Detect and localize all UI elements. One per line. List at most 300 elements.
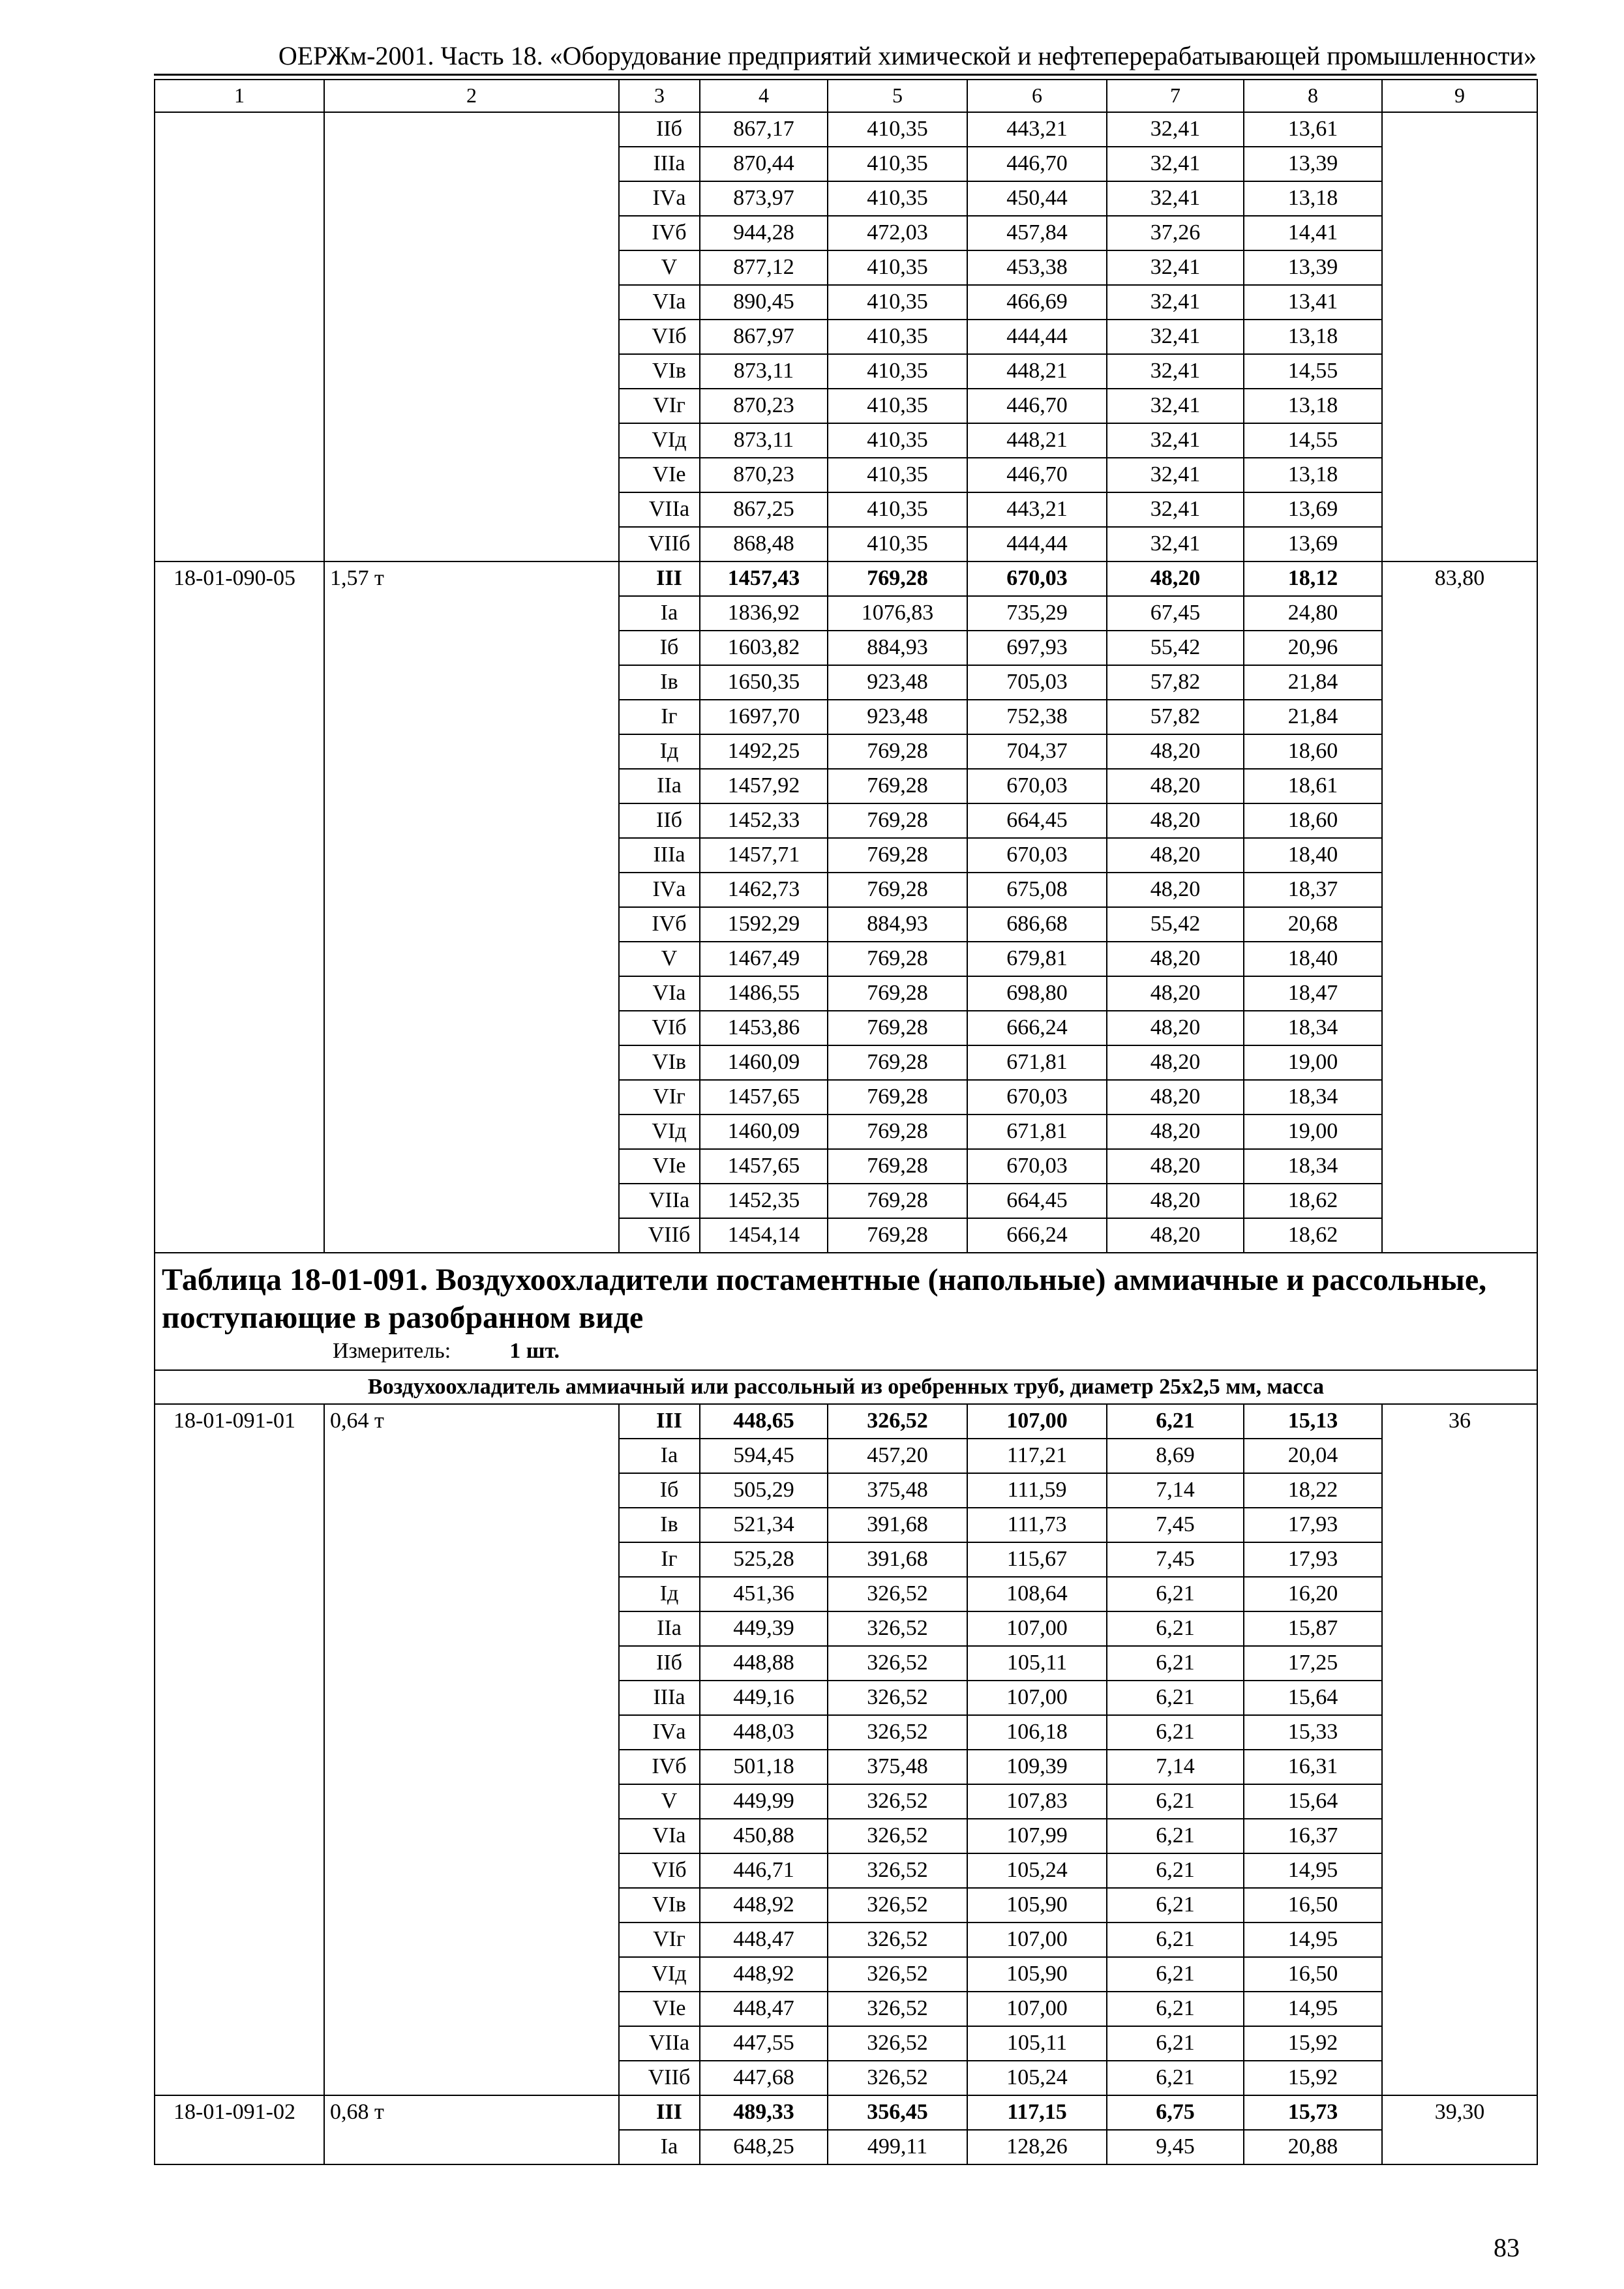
value-c5: 769,28 bbox=[828, 803, 967, 838]
value-c7: 57,82 bbox=[1107, 700, 1244, 734]
value-c8: 21,84 bbox=[1244, 700, 1382, 734]
value-c6: 670,03 bbox=[967, 1149, 1107, 1184]
column-number: 6 bbox=[967, 80, 1107, 112]
value-c5: 326,52 bbox=[828, 1681, 967, 1715]
value-c4: 449,99 bbox=[700, 1784, 828, 1819]
value-c7: 55,42 bbox=[1107, 907, 1244, 942]
rate-zone: Iа bbox=[619, 596, 700, 631]
value-c6: 450,44 bbox=[967, 181, 1107, 216]
value-c8: 19,00 bbox=[1244, 1045, 1382, 1080]
value-c8: 17,93 bbox=[1244, 1542, 1382, 1577]
rate-zone: V bbox=[619, 1784, 700, 1819]
value-c8: 16,20 bbox=[1244, 1577, 1382, 1611]
value-c4: 489,33 bbox=[700, 2095, 828, 2130]
rate-zone: IIб bbox=[619, 112, 700, 147]
value-c7: 6,21 bbox=[1107, 1888, 1244, 1922]
value-c8: 18,60 bbox=[1244, 803, 1382, 838]
value-c5: 769,28 bbox=[828, 1184, 967, 1218]
value-c4: 873,97 bbox=[700, 181, 828, 216]
rate-row bbox=[155, 561, 1537, 596]
value-c6: 107,00 bbox=[967, 1992, 1107, 2026]
value-c6: 698,80 bbox=[967, 976, 1107, 1011]
page-number: 83 bbox=[1494, 2233, 1520, 2262]
rate-zone: IVб bbox=[619, 216, 700, 250]
value-c4: 1460,09 bbox=[700, 1045, 828, 1080]
value-c4: 448,92 bbox=[700, 1888, 828, 1922]
value-c4: 1836,92 bbox=[700, 596, 828, 631]
value-c6: 735,29 bbox=[967, 596, 1107, 631]
value-c5: 472,03 bbox=[828, 216, 967, 250]
value-c4: 1454,14 bbox=[700, 1218, 828, 1253]
value-c7: 6,21 bbox=[1107, 1819, 1244, 1853]
rate-zone: III bbox=[619, 1404, 700, 1439]
value-c4: 1467,49 bbox=[700, 942, 828, 976]
rate-zone: VIб bbox=[619, 1853, 700, 1888]
value-c4: 1592,29 bbox=[700, 907, 828, 942]
value-c8: 18,62 bbox=[1244, 1218, 1382, 1253]
value-c4: 944,28 bbox=[700, 216, 828, 250]
value-c6: 105,90 bbox=[967, 1888, 1107, 1922]
value-c5: 326,52 bbox=[828, 1715, 967, 1750]
value-c4: 446,71 bbox=[700, 1853, 828, 1888]
value-c5: 326,52 bbox=[828, 2061, 967, 2095]
value-c6: 666,24 bbox=[967, 1218, 1107, 1253]
value-c7: 48,20 bbox=[1107, 1011, 1244, 1045]
rate-zone: III bbox=[619, 561, 700, 596]
rate-zone: VIIа bbox=[619, 1184, 700, 1218]
rate-zone: IIIа bbox=[619, 1681, 700, 1715]
value-c6: 107,00 bbox=[967, 1611, 1107, 1646]
value-c5: 326,52 bbox=[828, 1992, 967, 2026]
value-c6: 446,70 bbox=[967, 147, 1107, 181]
value-c8: 14,95 bbox=[1244, 1853, 1382, 1888]
value-c4: 1460,09 bbox=[700, 1115, 828, 1149]
value-c7: 32,41 bbox=[1107, 112, 1244, 147]
rate-zone: VIIб bbox=[619, 2061, 700, 2095]
value-c5: 410,35 bbox=[828, 147, 967, 181]
value-c8: 13,41 bbox=[1244, 285, 1382, 320]
rate-zone: Iб bbox=[619, 1473, 700, 1508]
rate-zone: IIIа bbox=[619, 147, 700, 181]
value-c8: 16,37 bbox=[1244, 1819, 1382, 1853]
value-c6: 117,15 bbox=[967, 2095, 1107, 2130]
value-c8: 14,41 bbox=[1244, 216, 1382, 250]
value-c7: 48,20 bbox=[1107, 1115, 1244, 1149]
value-c4: 870,44 bbox=[700, 147, 828, 181]
value-c5: 499,11 bbox=[828, 2130, 967, 2164]
value-c7: 7,14 bbox=[1107, 1473, 1244, 1508]
rate-zone: IVб bbox=[619, 907, 700, 942]
value-c4: 521,34 bbox=[700, 1508, 828, 1542]
value-c7: 7,45 bbox=[1107, 1542, 1244, 1577]
value-c7: 6,21 bbox=[1107, 1681, 1244, 1715]
value-c5: 410,35 bbox=[828, 250, 967, 285]
value-c4: 890,45 bbox=[700, 285, 828, 320]
value-c5: 769,28 bbox=[828, 1149, 967, 1184]
value-c7: 48,20 bbox=[1107, 976, 1244, 1011]
value-c4: 868,48 bbox=[700, 527, 828, 561]
value-c4: 1457,92 bbox=[700, 769, 828, 803]
rate-zone: V bbox=[619, 250, 700, 285]
value-c4: 448,03 bbox=[700, 1715, 828, 1750]
rate-zone: IVа bbox=[619, 1715, 700, 1750]
value-c5: 410,35 bbox=[828, 181, 967, 216]
value-c8: 20,04 bbox=[1244, 1439, 1382, 1473]
value-c5: 326,52 bbox=[828, 1646, 967, 1681]
value-c4: 873,11 bbox=[700, 354, 828, 389]
value-c8: 18,40 bbox=[1244, 942, 1382, 976]
rate-zone: VIд bbox=[619, 423, 700, 458]
value-c4: 1453,86 bbox=[700, 1011, 828, 1045]
value-c4: 870,23 bbox=[700, 389, 828, 423]
rate-zone: Iа bbox=[619, 1439, 700, 1473]
value-c5: 769,28 bbox=[828, 734, 967, 769]
value-c4: 870,23 bbox=[700, 458, 828, 492]
value-c4: 1650,35 bbox=[700, 665, 828, 700]
value-c8: 15,64 bbox=[1244, 1784, 1382, 1819]
value-c5: 375,48 bbox=[828, 1750, 967, 1784]
value-c5: 769,28 bbox=[828, 1115, 967, 1149]
value-c5: 769,28 bbox=[828, 1011, 967, 1045]
value-c5: 769,28 bbox=[828, 1080, 967, 1115]
value-c6: 105,24 bbox=[967, 2061, 1107, 2095]
value-c6: 686,68 bbox=[967, 907, 1107, 942]
value-c4: 448,88 bbox=[700, 1646, 828, 1681]
value-c8: 18,60 bbox=[1244, 734, 1382, 769]
value-c6: 111,73 bbox=[967, 1508, 1107, 1542]
value-c6: 107,00 bbox=[967, 1922, 1107, 1957]
rate-zone: VIв bbox=[619, 354, 700, 389]
rate-zone: IIа bbox=[619, 1611, 700, 1646]
value-c6: 443,21 bbox=[967, 492, 1107, 527]
value-c5: 410,35 bbox=[828, 285, 967, 320]
value-c4: 873,11 bbox=[700, 423, 828, 458]
item-code: 18-01-091-02 bbox=[155, 2095, 324, 2164]
value-c7: 6,21 bbox=[1107, 1611, 1244, 1646]
value-c6: 448,21 bbox=[967, 423, 1107, 458]
value-c6: 664,45 bbox=[967, 803, 1107, 838]
group-description: Воздухоохладитель аммиачный или рассольный из оребренных труб, диаметр 25х2,5 мм, масса bbox=[155, 1370, 1537, 1404]
value-c8: 16,50 bbox=[1244, 1957, 1382, 1992]
rate-zone: Iв bbox=[619, 1508, 700, 1542]
rates-table bbox=[154, 79, 1538, 2165]
rate-zone: VIа bbox=[619, 976, 700, 1011]
value-c6: 466,69 bbox=[967, 285, 1107, 320]
value-c8: 13,39 bbox=[1244, 147, 1382, 181]
value-c4: 648,25 bbox=[700, 2130, 828, 2164]
rate-zone: VIе bbox=[619, 1992, 700, 2026]
rate-zone: VIг bbox=[619, 1080, 700, 1115]
value-c4: 1457,71 bbox=[700, 838, 828, 873]
column-number: 3 bbox=[619, 80, 700, 112]
value-c8: 18,47 bbox=[1244, 976, 1382, 1011]
value-c6: 446,70 bbox=[967, 458, 1107, 492]
value-c7: 6,21 bbox=[1107, 1992, 1244, 2026]
value-c5: 375,48 bbox=[828, 1473, 967, 1508]
item-code: 18-01-091-01 bbox=[155, 1404, 324, 2095]
value-c6: 105,11 bbox=[967, 2026, 1107, 2061]
value-c5: 391,68 bbox=[828, 1508, 967, 1542]
value-c8: 16,50 bbox=[1244, 1888, 1382, 1922]
value-c5: 769,28 bbox=[828, 1045, 967, 1080]
value-c7: 6,21 bbox=[1107, 2061, 1244, 2095]
rate-zone: VIIа bbox=[619, 492, 700, 527]
value-c7: 48,20 bbox=[1107, 1184, 1244, 1218]
value-c8: 18,34 bbox=[1244, 1149, 1382, 1184]
column-number: 1 bbox=[155, 80, 324, 112]
value-c6: 105,11 bbox=[967, 1646, 1107, 1681]
rate-zone: VIг bbox=[619, 389, 700, 423]
value-c4: 1452,35 bbox=[700, 1184, 828, 1218]
value-c8: 18,37 bbox=[1244, 873, 1382, 907]
value-c4: 1457,65 bbox=[700, 1080, 828, 1115]
rate-zone: IVа bbox=[619, 181, 700, 216]
value-c4: 1492,25 bbox=[700, 734, 828, 769]
column-number: 7 bbox=[1107, 80, 1244, 112]
value-c5: 326,52 bbox=[828, 1819, 967, 1853]
value-c8: 18,34 bbox=[1244, 1080, 1382, 1115]
value-c8: 13,69 bbox=[1244, 527, 1382, 561]
item-name: 0,64 т bbox=[324, 1404, 619, 2095]
value-c7: 55,42 bbox=[1107, 631, 1244, 665]
value-c5: 769,28 bbox=[828, 873, 967, 907]
value-c7: 32,41 bbox=[1107, 320, 1244, 354]
value-c5: 769,28 bbox=[828, 1218, 967, 1253]
value-c4: 867,97 bbox=[700, 320, 828, 354]
value-c8: 20,96 bbox=[1244, 631, 1382, 665]
unit-line bbox=[162, 1337, 1530, 1366]
value-c6: 107,00 bbox=[967, 1404, 1107, 1439]
rate-row bbox=[155, 112, 1537, 147]
rate-zone: VIа bbox=[619, 1819, 700, 1853]
value-c5: 326,52 bbox=[828, 1784, 967, 1819]
value-c8: 15,92 bbox=[1244, 2026, 1382, 2061]
value-c7: 32,41 bbox=[1107, 285, 1244, 320]
value-c4: 451,36 bbox=[700, 1577, 828, 1611]
item-name: 0,68 т bbox=[324, 2095, 619, 2164]
column-number: 5 bbox=[828, 80, 967, 112]
column-number: 2 bbox=[324, 80, 619, 112]
value-c4: 1462,73 bbox=[700, 873, 828, 907]
item-name: 1,57 т bbox=[324, 561, 619, 1253]
value-c5: 391,68 bbox=[828, 1542, 967, 1577]
value-c7: 37,26 bbox=[1107, 216, 1244, 250]
value-c8: 15,92 bbox=[1244, 2061, 1382, 2095]
rate-zone: VIа bbox=[619, 285, 700, 320]
value-c7: 32,41 bbox=[1107, 458, 1244, 492]
value-c7: 32,41 bbox=[1107, 389, 1244, 423]
value-c5: 410,35 bbox=[828, 112, 967, 147]
value-c7: 32,41 bbox=[1107, 147, 1244, 181]
value-c8: 24,80 bbox=[1244, 596, 1382, 631]
value-c8: 14,55 bbox=[1244, 423, 1382, 458]
item-mass: 36 bbox=[1382, 1404, 1537, 2095]
value-c7: 6,21 bbox=[1107, 1853, 1244, 1888]
rate-zone: III bbox=[619, 2095, 700, 2130]
value-c8: 18,12 bbox=[1244, 561, 1382, 596]
value-c6: 670,03 bbox=[967, 769, 1107, 803]
value-c6: 670,03 bbox=[967, 838, 1107, 873]
value-c5: 410,35 bbox=[828, 492, 967, 527]
value-c4: 1452,33 bbox=[700, 803, 828, 838]
rate-zone: IIIа bbox=[619, 838, 700, 873]
value-c6: 446,70 bbox=[967, 389, 1107, 423]
value-c6: 679,81 bbox=[967, 942, 1107, 976]
table-title-row bbox=[155, 1253, 1537, 1370]
value-c4: 867,17 bbox=[700, 112, 828, 147]
rate-zone: Iг bbox=[619, 1542, 700, 1577]
value-c8: 13,18 bbox=[1244, 320, 1382, 354]
value-c6: 671,81 bbox=[967, 1045, 1107, 1080]
value-c7: 6,21 bbox=[1107, 1646, 1244, 1681]
value-c7: 67,45 bbox=[1107, 596, 1244, 631]
value-c6: 704,37 bbox=[967, 734, 1107, 769]
value-c5: 410,35 bbox=[828, 354, 967, 389]
value-c7: 6,21 bbox=[1107, 1404, 1244, 1439]
value-c8: 18,40 bbox=[1244, 838, 1382, 873]
rate-row bbox=[155, 1404, 1537, 1439]
value-c7: 57,82 bbox=[1107, 665, 1244, 700]
value-c8: 18,61 bbox=[1244, 769, 1382, 803]
value-c7: 48,20 bbox=[1107, 1045, 1244, 1080]
rate-zone: VIб bbox=[619, 320, 700, 354]
value-c7: 6,21 bbox=[1107, 2026, 1244, 2061]
value-c7: 48,20 bbox=[1107, 561, 1244, 596]
rate-zone: IIб bbox=[619, 1646, 700, 1681]
value-c7: 6,21 bbox=[1107, 1957, 1244, 1992]
value-c7: 6,21 bbox=[1107, 1922, 1244, 1957]
value-c4: 447,68 bbox=[700, 2061, 828, 2095]
rate-zone: IIа bbox=[619, 769, 700, 803]
item-name bbox=[324, 112, 619, 561]
value-c8: 14,95 bbox=[1244, 1992, 1382, 2026]
value-c4: 448,47 bbox=[700, 1992, 828, 2026]
rate-zone: VIд bbox=[619, 1115, 700, 1149]
value-c5: 769,28 bbox=[828, 942, 967, 976]
value-c4: 1603,82 bbox=[700, 631, 828, 665]
value-c7: 7,45 bbox=[1107, 1508, 1244, 1542]
value-c8: 18,62 bbox=[1244, 1184, 1382, 1218]
value-c7: 48,20 bbox=[1107, 838, 1244, 873]
value-c6: 105,90 bbox=[967, 1957, 1107, 1992]
value-c8: 13,18 bbox=[1244, 458, 1382, 492]
value-c6: 107,83 bbox=[967, 1784, 1107, 1819]
value-c5: 326,52 bbox=[828, 1577, 967, 1611]
value-c7: 48,20 bbox=[1107, 1080, 1244, 1115]
value-c6: 443,21 bbox=[967, 112, 1107, 147]
column-number: 9 bbox=[1382, 80, 1537, 112]
value-c6: 117,21 bbox=[967, 1439, 1107, 1473]
value-c5: 457,20 bbox=[828, 1439, 967, 1473]
value-c7: 32,41 bbox=[1107, 181, 1244, 216]
value-c6: 670,03 bbox=[967, 561, 1107, 596]
value-c8: 13,18 bbox=[1244, 389, 1382, 423]
rate-zone: VIд bbox=[619, 1957, 700, 1992]
value-c8: 17,93 bbox=[1244, 1508, 1382, 1542]
value-c6: 107,99 bbox=[967, 1819, 1107, 1853]
rate-zone: VIг bbox=[619, 1922, 700, 1957]
item-mass: 39,30 bbox=[1382, 2095, 1537, 2164]
value-c8: 18,34 bbox=[1244, 1011, 1382, 1045]
value-c4: 447,55 bbox=[700, 2026, 828, 2061]
value-c8: 14,55 bbox=[1244, 354, 1382, 389]
rate-zone: Iб bbox=[619, 631, 700, 665]
value-c6: 453,38 bbox=[967, 250, 1107, 285]
value-c4: 594,45 bbox=[700, 1439, 828, 1473]
unit-label: Измеритель: bbox=[333, 1339, 451, 1363]
value-c7: 9,45 bbox=[1107, 2130, 1244, 2164]
value-c5: 326,52 bbox=[828, 1853, 967, 1888]
value-c8: 16,31 bbox=[1244, 1750, 1382, 1784]
value-c5: 410,35 bbox=[828, 527, 967, 561]
value-c6: 457,84 bbox=[967, 216, 1107, 250]
value-c7: 6,21 bbox=[1107, 1577, 1244, 1611]
item-mass bbox=[1382, 112, 1537, 561]
rate-zone: IIб bbox=[619, 803, 700, 838]
column-number: 4 bbox=[700, 80, 828, 112]
value-c8: 15,13 bbox=[1244, 1404, 1382, 1439]
column-number: 8 bbox=[1244, 80, 1382, 112]
value-c4: 1457,65 bbox=[700, 1149, 828, 1184]
value-c4: 450,88 bbox=[700, 1819, 828, 1853]
item-mass: 83,80 bbox=[1382, 561, 1537, 1253]
value-c8: 17,25 bbox=[1244, 1646, 1382, 1681]
value-c6: 128,26 bbox=[967, 2130, 1107, 2164]
value-c8: 13,69 bbox=[1244, 492, 1382, 527]
value-c5: 410,35 bbox=[828, 458, 967, 492]
value-c6: 105,24 bbox=[967, 1853, 1107, 1888]
rate-zone: VIIб bbox=[619, 527, 700, 561]
value-c5: 1076,83 bbox=[828, 596, 967, 631]
value-c7: 8,69 bbox=[1107, 1439, 1244, 1473]
value-c4: 867,25 bbox=[700, 492, 828, 527]
value-c4: 501,18 bbox=[700, 1750, 828, 1784]
value-c4: 448,92 bbox=[700, 1957, 828, 1992]
value-c4: 1697,70 bbox=[700, 700, 828, 734]
value-c4: 1457,43 bbox=[700, 561, 828, 596]
value-c6: 107,00 bbox=[967, 1681, 1107, 1715]
header-rule bbox=[154, 74, 1537, 76]
value-c6: 752,38 bbox=[967, 700, 1107, 734]
value-c4: 448,47 bbox=[700, 1922, 828, 1957]
column-number-row bbox=[155, 80, 1537, 112]
value-c8: 15,73 bbox=[1244, 2095, 1382, 2130]
value-c7: 32,41 bbox=[1107, 250, 1244, 285]
value-c4: 449,39 bbox=[700, 1611, 828, 1646]
item-code: 18-01-090-05 bbox=[155, 561, 324, 1253]
value-c4: 449,16 bbox=[700, 1681, 828, 1715]
rate-zone: IVа bbox=[619, 873, 700, 907]
table-title-cell bbox=[155, 1253, 1537, 1370]
value-c6: 111,59 bbox=[967, 1473, 1107, 1508]
group-description-row bbox=[155, 1370, 1537, 1404]
value-c5: 769,28 bbox=[828, 976, 967, 1011]
rate-zone: VIIб bbox=[619, 1218, 700, 1253]
rate-zone: Iд bbox=[619, 1577, 700, 1611]
value-c6: 664,45 bbox=[967, 1184, 1107, 1218]
value-c5: 410,35 bbox=[828, 320, 967, 354]
value-c6: 697,93 bbox=[967, 631, 1107, 665]
value-c5: 410,35 bbox=[828, 423, 967, 458]
value-c8: 15,64 bbox=[1244, 1681, 1382, 1715]
value-c5: 769,28 bbox=[828, 769, 967, 803]
rate-zone: Iг bbox=[619, 700, 700, 734]
value-c7: 48,20 bbox=[1107, 1218, 1244, 1253]
rate-zone: VIе bbox=[619, 1149, 700, 1184]
value-c5: 326,52 bbox=[828, 1888, 967, 1922]
value-c4: 1486,55 bbox=[700, 976, 828, 1011]
value-c6: 444,44 bbox=[967, 527, 1107, 561]
